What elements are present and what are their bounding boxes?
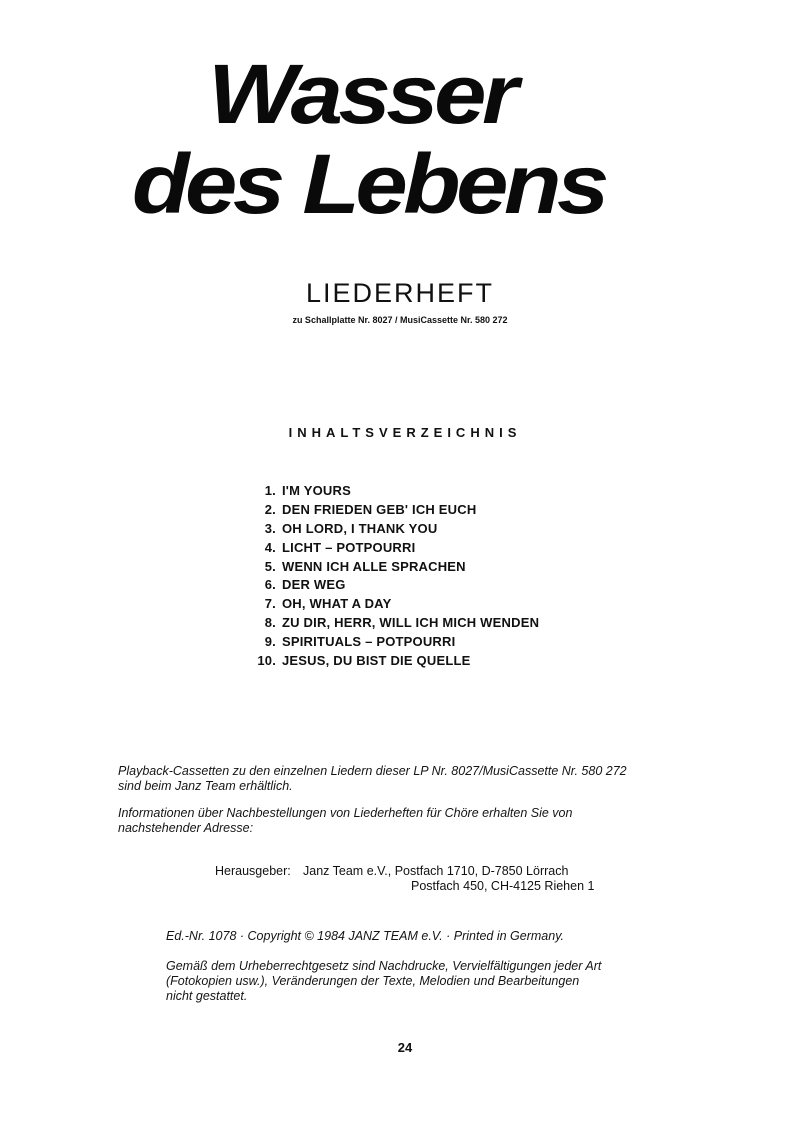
toc-item-title: I'M YOURS xyxy=(282,483,351,498)
toc-heading: INHALTSVERZEICHNIS xyxy=(288,425,522,440)
info-note-line: nachstehender Adresse: xyxy=(118,821,254,835)
publisher-address-1: Janz Team e.V., Postfach 1710, D-7850 Lörrach xyxy=(303,864,569,878)
publisher-block xyxy=(215,864,594,894)
playback-note-line: sind beim Janz Team erhältlich. xyxy=(118,779,293,793)
toc-item-number: 10. xyxy=(257,653,276,669)
publisher-label: Herausgeber: xyxy=(215,864,291,878)
playback-note xyxy=(118,764,718,794)
toc-item-title: LICHT – POTPOURRI xyxy=(282,539,416,555)
toc-item-number: 8. xyxy=(264,615,276,631)
toc-item xyxy=(252,482,539,501)
info-note xyxy=(118,806,678,836)
toc-item-title: OH, WHAT A DAY xyxy=(282,596,392,612)
title-line-1: Wasser xyxy=(208,47,515,141)
edition-line: Ed.-Nr. 1078 · Copyright © 1984 JANZ TEAM e.V. · Printed in Germany. xyxy=(166,929,565,943)
toc-item-number: 3. xyxy=(264,520,276,536)
toc-list xyxy=(252,482,539,671)
toc-item xyxy=(252,614,539,633)
page-number: 24 xyxy=(397,1040,413,1055)
toc-item-title: OH LORD, I THANK YOU xyxy=(282,520,438,536)
toc-item-title: ZU DIR, HERR, WILL ICH MICH WENDEN xyxy=(282,615,540,631)
toc-item-title: SPIRITUALS – POTPOURRI xyxy=(282,634,456,650)
toc-item xyxy=(252,520,539,539)
record-reference: zu Schallplatte Nr. 8027 / MusiCassette Nr. 580 272 xyxy=(292,315,508,325)
toc-item xyxy=(252,576,539,595)
toc-item-number: 9. xyxy=(264,634,276,650)
toc-item xyxy=(252,501,539,520)
toc-item xyxy=(252,633,539,652)
toc-item-number: 5. xyxy=(264,558,276,574)
toc-item-title: DER WEG xyxy=(282,577,346,593)
toc-item xyxy=(252,558,539,577)
title-line-2: des Lebens xyxy=(132,137,605,231)
toc-item-title: DEN FRIEDEN GEB' ICH EUCH xyxy=(282,501,477,517)
copyright-note xyxy=(166,959,686,1004)
toc-item xyxy=(252,652,539,671)
toc-item-title: JESUS, DU BIST DIE QUELLE xyxy=(282,653,471,669)
toc-item-number: 1. xyxy=(264,483,276,498)
toc-item-title: WENN ICH ALLE SPRACHEN xyxy=(282,558,466,574)
subtitle: LIEDERHEFT xyxy=(305,278,495,308)
toc-item-number: 7. xyxy=(264,596,276,612)
toc-item-number: 6. xyxy=(264,577,276,593)
playback-note-line: Playback-Cassetten zu den einzelnen Liedern dieser LP Nr. 8027/MusiCassette Nr. 580 272 xyxy=(118,764,627,778)
copyright-note-line: (Fotokopien usw.), Veränderungen der Texte, Melodien und Bearbeitungen xyxy=(166,974,580,988)
toc-item xyxy=(252,595,539,614)
toc-item xyxy=(252,539,539,558)
copyright-note-line: Gemäß dem Urheberrechtgesetz sind Nachdrucke, Vervielfältigungen jeder Art xyxy=(166,959,602,973)
toc-item-number: 4. xyxy=(264,539,276,555)
info-note-line: Informationen über Nachbestellungen von Liederheften für Chöre erhalten Sie von xyxy=(118,806,573,820)
copyright-note-line: nicht gestattet. xyxy=(166,989,248,1003)
toc-item-number: 2. xyxy=(264,501,276,517)
publisher-address-2: Postfach 450, CH-4125 Riehen 1 xyxy=(411,879,595,893)
